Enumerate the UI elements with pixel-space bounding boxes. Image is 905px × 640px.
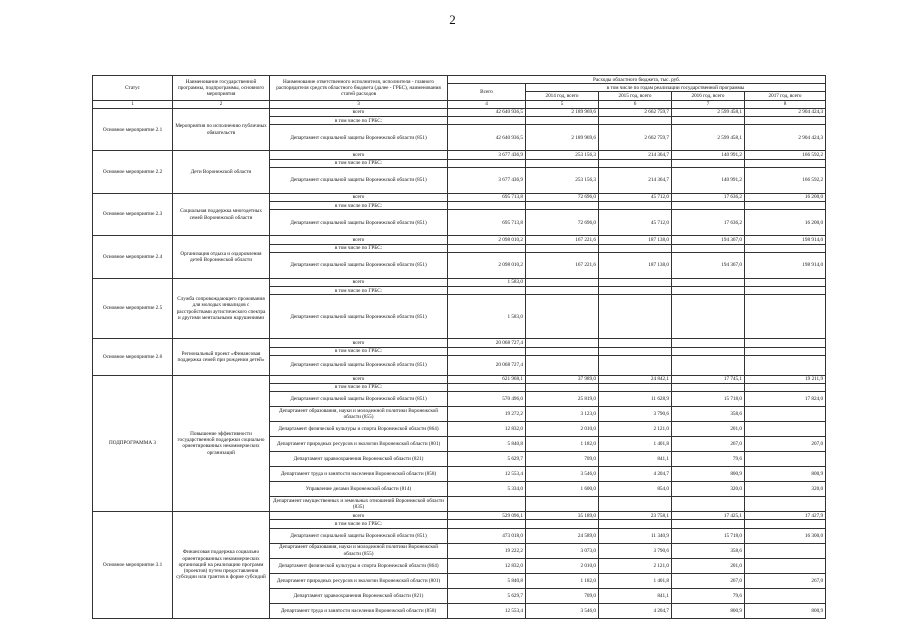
total-value: 1 583,0 <box>448 278 526 286</box>
total-value: 5 840,8 <box>448 573 526 588</box>
year-value: 800,9 <box>745 603 826 618</box>
year-value: 1 401,8 <box>599 437 672 452</box>
year-value: 358,6 <box>672 407 745 422</box>
table-row <box>93 375 826 383</box>
year-value: 3 546,0 <box>526 603 599 618</box>
year-value: 4 204,7 <box>599 467 672 482</box>
column-number: 3 <box>270 100 448 108</box>
year-value: 17 636,2 <box>672 210 745 236</box>
year-value <box>745 278 826 286</box>
total-value: 3 677 436,9 <box>448 167 526 193</box>
empty-cell <box>526 287 599 295</box>
row-label-total: всего <box>270 375 448 383</box>
empty-cell <box>448 159 526 167</box>
year-value: 214 364,7 <box>599 167 672 193</box>
year-value: 198 914,0 <box>745 236 826 244</box>
year-value <box>745 497 826 512</box>
year-value: 24 842,1 <box>599 375 672 383</box>
total-value: 5 629,7 <box>448 452 526 467</box>
empty-cell <box>672 159 745 167</box>
year-value: 854,0 <box>599 482 672 497</box>
year-value: 253 156,3 <box>526 167 599 193</box>
year-value: 17 745,1 <box>672 375 745 383</box>
year-value: 800,9 <box>672 467 745 482</box>
column-numbers-row <box>93 100 826 108</box>
empty-cell <box>448 202 526 210</box>
year-value: 167 221,6 <box>526 252 599 278</box>
empty-cell <box>526 383 599 391</box>
year-value <box>599 355 672 375</box>
total-value: 5 629,7 <box>448 588 526 603</box>
row-label-grbs: в том числе по ГРБС: <box>270 117 448 125</box>
header-name: Наименование государственной программы, подпрограммы, основного мероприятия <box>173 76 270 101</box>
empty-cell <box>448 347 526 355</box>
row-label-total: всего <box>270 236 448 244</box>
column-number: 5 <box>526 100 599 108</box>
header-executor: Наименование ответственного исполнителя, исполнителя - главного распорядителя средств областного бюджета (далее - ГРБС), наименования статей расходов <box>270 76 448 101</box>
table-body <box>93 108 826 618</box>
row-executor: Департамент социальной защиты Воронежской области (851) <box>270 167 448 193</box>
total-value: 20 068 727,4 <box>448 355 526 375</box>
row-executor: Департамент социальной защиты Воронежской области (851) <box>270 355 448 375</box>
total-value: 5 334,0 <box>448 482 526 497</box>
total-value: 1 583,0 <box>448 295 526 339</box>
year-value: 194 367,0 <box>672 236 745 244</box>
year-value: 45 712,0 <box>599 210 672 236</box>
empty-cell <box>745 202 826 210</box>
total-value: 42 640 936,5 <box>448 125 526 151</box>
row-label-grbs: в том числе по ГРБС: <box>270 520 448 528</box>
total-value: 12 832,0 <box>448 558 526 573</box>
row-executor: Департамент социальной защиты Воронежской области (851) <box>270 392 448 407</box>
year-value: 17 425,1 <box>672 512 745 520</box>
empty-cell <box>672 202 745 210</box>
empty-cell <box>448 520 526 528</box>
year-value: 187 138,0 <box>599 236 672 244</box>
total-value: 695 713,8 <box>448 193 526 201</box>
total-value: 621 968,1 <box>448 375 526 383</box>
year-value: 17 636,2 <box>672 193 745 201</box>
year-value: 4 204,7 <box>599 603 672 618</box>
empty-cell <box>745 244 826 252</box>
year-value: 2 904 424,3 <box>745 108 826 116</box>
year-value: 2 904 424,3 <box>745 125 826 151</box>
year-value <box>672 295 745 339</box>
total-value <box>448 497 526 512</box>
year-value: 3 790,6 <box>599 407 672 422</box>
year-value: 253 156,3 <box>526 151 599 159</box>
total-value: 2 098 010,2 <box>448 252 526 278</box>
row-label-grbs: в том числе по ГРБС: <box>270 287 448 295</box>
year-value <box>745 588 826 603</box>
row-status: Основное мероприятие 2.1 <box>93 108 173 150</box>
empty-cell <box>672 383 745 391</box>
row-label-total: всего <box>270 339 448 347</box>
empty-cell <box>599 287 672 295</box>
year-value: 167 221,6 <box>526 236 599 244</box>
year-value <box>599 497 672 512</box>
year-value: 16 200,0 <box>745 193 826 201</box>
row-executor: Департамент социальной защиты Воронежской области (851) <box>270 295 448 339</box>
empty-cell <box>526 347 599 355</box>
column-number: 8 <box>745 100 826 108</box>
expenses-table <box>92 75 826 619</box>
year-value: 2 599 458,1 <box>672 108 745 116</box>
total-value: 19 222,2 <box>448 543 526 558</box>
row-label-total: всего <box>270 512 448 520</box>
year-value <box>745 295 826 339</box>
total-value: 42 640 936,5 <box>448 108 526 116</box>
year-value <box>745 407 826 422</box>
empty-cell <box>526 520 599 528</box>
year-value <box>599 278 672 286</box>
header-status: Статус <box>93 76 173 101</box>
year-value: 267,0 <box>672 573 745 588</box>
table-row <box>93 108 826 116</box>
row-label-grbs: в том числе по ГРБС: <box>270 202 448 210</box>
table-row <box>93 278 826 286</box>
total-value: 695 713,8 <box>448 210 526 236</box>
header-by-years: в том числе по годам реализации государственной программы <box>526 84 826 92</box>
year-value <box>745 543 826 558</box>
year-value: 72 696,0 <box>526 210 599 236</box>
row-status: Основное мероприятие 2.4 <box>93 236 173 278</box>
empty-cell <box>526 244 599 252</box>
row-executor: Управление делами Воронежской области (814) <box>270 482 448 497</box>
header-expenses: Расходы областного бюджета, тыс. руб. <box>448 76 826 84</box>
empty-cell <box>745 159 826 167</box>
year-value <box>672 497 745 512</box>
row-name: Повышение эффективности государственной поддержки социально ориентированных некоммерческих организаций <box>173 375 270 511</box>
table-header <box>93 76 826 109</box>
table-row <box>93 339 826 347</box>
total-value: 570 496,0 <box>448 392 526 407</box>
year-value: 16 300,0 <box>745 528 826 543</box>
total-value: 529 096,1 <box>448 512 526 520</box>
empty-cell <box>526 159 599 167</box>
empty-cell <box>599 117 672 125</box>
empty-cell <box>599 202 672 210</box>
row-label-grbs: в том числе по ГРБС: <box>270 244 448 252</box>
year-value: 3 790,6 <box>599 543 672 558</box>
table-row <box>93 151 826 159</box>
year-value: 24 589,0 <box>526 528 599 543</box>
empty-cell <box>448 383 526 391</box>
year-value: 3 546,0 <box>526 467 599 482</box>
column-number: 7 <box>672 100 745 108</box>
row-status: Основное мероприятие 2.2 <box>93 151 173 193</box>
year-value <box>526 278 599 286</box>
table-row <box>93 236 826 244</box>
year-value: 11 628,9 <box>599 392 672 407</box>
empty-cell <box>745 383 826 391</box>
row-status: Основное мероприятие 2.3 <box>93 193 173 235</box>
year-value: 23 758,1 <box>599 512 672 520</box>
total-value: 473 018,0 <box>448 528 526 543</box>
year-value: 35 189,0 <box>526 512 599 520</box>
year-value <box>526 295 599 339</box>
column-number: 6 <box>599 100 672 108</box>
year-value: 79,6 <box>672 588 745 603</box>
column-number: 1 <box>93 100 173 108</box>
column-number: 2 <box>173 100 270 108</box>
year-value <box>672 339 745 347</box>
row-status: Основное мероприятие 2.6 <box>93 339 173 375</box>
year-value: 320,0 <box>672 482 745 497</box>
row-executor: Департамент физической культуры и спорта Воронежской области (864) <box>270 422 448 437</box>
row-executor: Департамент труда и занятости населения Воронежской области (858) <box>270 467 448 482</box>
year-value: 800,9 <box>745 467 826 482</box>
header-2015: 2015 год, всего <box>599 92 672 100</box>
row-name: Дети Воронежской области <box>173 151 270 193</box>
row-label-total: всего <box>270 151 448 159</box>
header-total: Всего <box>448 84 526 100</box>
year-value: 17 427,9 <box>745 512 826 520</box>
year-value: 2 121,0 <box>599 422 672 437</box>
year-value: 2 121,0 <box>599 558 672 573</box>
row-label-grbs: в том числе по ГРБС: <box>270 383 448 391</box>
empty-cell <box>599 347 672 355</box>
row-executor: Департамент социальной защиты Воронежской области (851) <box>270 125 448 151</box>
year-value <box>745 422 826 437</box>
year-value: 25 819,0 <box>526 392 599 407</box>
year-value: 166 592,2 <box>745 167 826 193</box>
header-2016: 2016 год, всего <box>672 92 745 100</box>
row-name: Мероприятия по исполнению публичных обязательств <box>173 108 270 150</box>
year-value <box>745 355 826 375</box>
year-value: 267,0 <box>745 573 826 588</box>
year-value <box>599 295 672 339</box>
year-value: 841,1 <box>599 452 672 467</box>
empty-cell <box>672 347 745 355</box>
row-name: Организация отдыха и оздоровления детей Воронежской области <box>173 236 270 278</box>
year-value: 15 718,0 <box>672 392 745 407</box>
total-value: 19 272,2 <box>448 407 526 422</box>
year-value: 207,0 <box>745 437 826 452</box>
header-2014: 2014 год, всего <box>526 92 599 100</box>
row-status: Основное мероприятие 3.1 <box>93 512 173 618</box>
year-value: 201,0 <box>672 558 745 573</box>
row-executor: Департамент образования, науки и молодежной политики Воронежской области (855) <box>270 407 448 422</box>
year-value: 2 010,0 <box>526 422 599 437</box>
year-value <box>745 339 826 347</box>
row-label-grbs: в том числе по ГРБС: <box>270 159 448 167</box>
row-executor: Департамент социальной защиты Воронежской области (851) <box>270 528 448 543</box>
row-label-total: всего <box>270 193 448 201</box>
year-value: 194 367,0 <box>672 252 745 278</box>
row-name: Финансовая поддержка социально ориентированных некоммерческих организаций на реализацию программ (проектов) путем предоставления субсидии или грантов в форме субсидий <box>173 512 270 618</box>
row-name: Социальная поддержка многодетных семей Воронежской области <box>173 193 270 235</box>
year-value: 3 073,0 <box>526 543 599 558</box>
empty-cell <box>745 287 826 295</box>
row-label-grbs: в том числе по ГРБС: <box>270 347 448 355</box>
year-value: 79,6 <box>672 452 745 467</box>
year-value: 45 712,0 <box>599 193 672 201</box>
table-row <box>93 512 826 520</box>
row-executor: Департамент труда и занятости населения Воронежской области (858) <box>270 603 448 618</box>
year-value: 140 991,2 <box>672 151 745 159</box>
empty-cell <box>672 287 745 295</box>
year-value: 72 696,0 <box>526 193 599 201</box>
year-value: 1 182,0 <box>526 573 599 588</box>
year-value: 2 599 458,1 <box>672 125 745 151</box>
empty-cell <box>526 202 599 210</box>
year-value: 140 991,2 <box>672 167 745 193</box>
year-value: 320,0 <box>745 482 826 497</box>
total-value: 12 553,4 <box>448 467 526 482</box>
year-value: 37 989,0 <box>526 375 599 383</box>
total-value: 2 098 010,2 <box>448 236 526 244</box>
total-value: 12 832,0 <box>448 422 526 437</box>
year-value: 2 189 969,6 <box>526 108 599 116</box>
empty-cell <box>672 520 745 528</box>
total-value: 3 677 436,9 <box>448 151 526 159</box>
year-value: 214 364,7 <box>599 151 672 159</box>
year-value: 11 340,9 <box>599 528 672 543</box>
total-value: 20 068 727,4 <box>448 339 526 347</box>
row-executor: Департамент физической культуры и спорта Воронежской области (864) <box>270 558 448 573</box>
year-value <box>745 452 826 467</box>
empty-cell <box>526 117 599 125</box>
year-value: 2 189 969,6 <box>526 125 599 151</box>
year-value: 201,0 <box>672 422 745 437</box>
row-status: Основное мероприятие 2.5 <box>93 278 173 338</box>
total-value: 12 553,4 <box>448 603 526 618</box>
year-value: 2 662 759,7 <box>599 125 672 151</box>
empty-cell <box>672 244 745 252</box>
year-value: 1 182,0 <box>526 437 599 452</box>
year-value: 166 592,2 <box>745 151 826 159</box>
year-value: 17 824,0 <box>745 392 826 407</box>
row-label-total: всего <box>270 278 448 286</box>
year-value <box>745 558 826 573</box>
row-name: Служба сопровождающего проживания для молодых инвалидов с расстройствами аутистического спектра и другими ментальными нарушениями <box>173 278 270 338</box>
header-2017: 2017 год, всего <box>745 92 826 100</box>
row-status: ПОДПРОГРАММА 3 <box>93 375 173 511</box>
row-label-total: всего <box>270 108 448 116</box>
row-executor: Департамент образования, науки и молодежной политики Воронежской области (855) <box>270 543 448 558</box>
total-value: 5 840,8 <box>448 437 526 452</box>
year-value <box>526 355 599 375</box>
year-value: 2 662 759,7 <box>599 108 672 116</box>
year-value: 358,6 <box>672 543 745 558</box>
empty-cell <box>745 347 826 355</box>
year-value <box>526 339 599 347</box>
year-value: 19 211,9 <box>745 375 826 383</box>
year-value <box>672 355 745 375</box>
row-executor: Департамент социальной защиты Воронежской области (851) <box>270 210 448 236</box>
year-value: 709,0 <box>526 588 599 603</box>
empty-cell <box>599 520 672 528</box>
empty-cell <box>599 244 672 252</box>
year-value: 2 010,0 <box>526 558 599 573</box>
year-value: 267,0 <box>672 437 745 452</box>
row-name: Региональный проект «Финансовая поддержка семей при рождении детей» <box>173 339 270 375</box>
year-value: 187 138,0 <box>599 252 672 278</box>
empty-cell <box>448 244 526 252</box>
empty-cell <box>599 383 672 391</box>
year-value <box>526 497 599 512</box>
year-value <box>599 339 672 347</box>
year-value: 1 600,0 <box>526 482 599 497</box>
empty-cell <box>745 520 826 528</box>
row-executor: Департамент природных ресурсов и экологии Воронежской области (801) <box>270 437 448 452</box>
column-number: 4 <box>448 100 526 108</box>
row-executor: Департамент социальной защиты Воронежской области (851) <box>270 252 448 278</box>
empty-cell <box>745 117 826 125</box>
row-executor: Департамент имущественных и земельных отношений Воронежской области (835) <box>270 497 448 512</box>
year-value <box>672 278 745 286</box>
empty-cell <box>599 159 672 167</box>
year-value: 841,1 <box>599 588 672 603</box>
empty-cell <box>448 287 526 295</box>
row-executor: Департамент здравоохранения Воронежской области (821) <box>270 452 448 467</box>
year-value: 709,0 <box>526 452 599 467</box>
year-value: 15 718,0 <box>672 528 745 543</box>
year-value: 16 200,0 <box>745 210 826 236</box>
empty-cell <box>448 117 526 125</box>
row-executor: Департамент природных ресурсов и экологии Воронежской области (801) <box>270 573 448 588</box>
year-value: 198 914,0 <box>745 252 826 278</box>
empty-cell <box>672 117 745 125</box>
page-number: 2 <box>449 12 456 27</box>
table-row <box>93 193 826 201</box>
row-executor: Департамент здравоохранения Воронежской области (821) <box>270 588 448 603</box>
year-value: 3 123,0 <box>526 407 599 422</box>
year-value: 1 401,8 <box>599 573 672 588</box>
year-value: 800,9 <box>672 603 745 618</box>
